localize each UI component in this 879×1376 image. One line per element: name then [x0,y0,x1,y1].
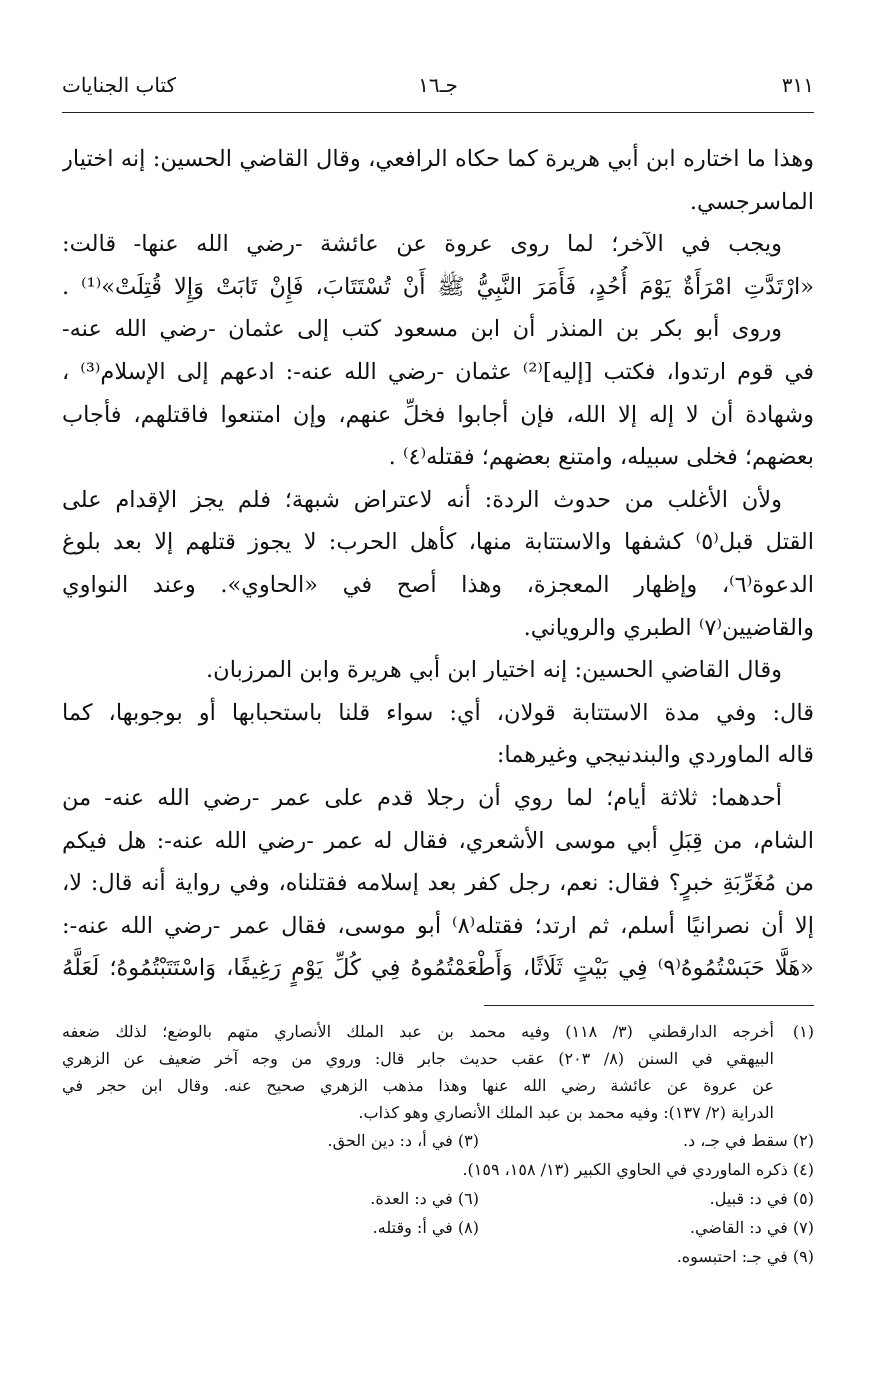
footnote-8: (٨) في أ: وقتله. [372,1218,479,1237]
text-line: بعضهم؛ فخلى سبيله، وامتنع بعضهم؛ فقتله⁽٤⁾ . [388,444,814,471]
text-line: وهذا ما اختاره ابن أبي هريرة كما حكاه الرافعي، وقال القاضي الحسين: إنه اختيار [62,146,814,172]
footnote-line: البيهقي في السنن (٨/ ٢٠٣) عقب حديث جابر قال: وروي من وجه آخر ضعيف عن الزهري [62,1049,774,1068]
footnote-7: (٧) في د: القاضي. [689,1218,814,1237]
footnote-line: أخرجه الدارقطني (٣/ ١١٨) وفيه محمد بن عبد الملك الأنصاري متهم بالوضع؛ لذلك ضعفه [62,1022,774,1041]
text-line: قاله الماوردي والبندنيجي وغيرهما: [496,742,814,769]
main-text [62,138,814,990]
text-line: «ارْتَدَّتِ امْرَأَةٌ يَوْمَ أُحُدٍ، فَأَمَرَ النَّبِيُّ ﷺ أَنْ تُسْتَتَابَ، فَإِنْ تَابَتْ وَإِلا قُتِلَتْ»⁽¹⁾ . [62,273,814,300]
footnote-rule [484,1005,814,1006]
footnote-line: عن عروة عن عائشة رضي الله عنها وهذا مذهب الزهري صحيح عنه. وقال ابن حجر في [62,1076,774,1095]
footnote-row [62,1184,814,1213]
footnote-row [62,1126,814,1155]
text-line: ولأن الأغلب من حدوث الردة: أنه لاعتراض شبهة؛ فلم يجز الإقدام على [62,486,782,513]
text-line: قال: وفي مدة الاستتابة قولان، أي: سواء قلنا باستحبابها أو بوجوبها، كما [62,699,814,726]
text-line: وروى أبو بكر بن المنذر أن ابن مسعود كتب إلى عثمان -رضي الله عنه- [62,316,782,343]
footnote-3: (٣) في أ، د: دين الحق. [327,1131,479,1150]
text-line: «هَلَّا حَبَسْتُمُوهُ⁽٩⁾ فِي بَيْتٍ ثَلَاثًا، وَأَطْعَمْتُمُوهُ فِي كُلِّ يَوْمٍ رَغِيفًا، وَاسْتَتَبْتُمُوهُ؛ لَعَلَّهُ [62,955,814,982]
footnote-number: (١) [792,1022,814,1041]
footnote-5: (٥) في د: قبيل. [709,1189,814,1208]
text-line: إلا أن نصرانيًا أسلم، ثم ارتد؛ فقتله⁽٨⁾ أبو موسى، فقال عمر -رضي الله عنه-: [62,912,814,939]
text-line: القتل قبل⁽٥⁾ كشفها والاستتابة منها، كأهل الحرب: لا يجوز قتلهم إلا بعد بلوغ [62,529,814,556]
text-line: ويجب في الآخر؛ لما روى عروة عن عائشة -رضي الله عنها- قالت: [62,231,782,258]
footnote-2: (٢) سقط في جـ، د. [682,1131,814,1150]
header-rule [62,112,814,113]
text-line: من مُغَرِّبَةِ خبرٍ؟ فقال: نعم، رجل كفر بعد إسلامه فقتلناه، وفي رواية أنه قال: لا، [62,870,814,897]
book-title: كتاب الجنايات [62,73,177,97]
text-line: الماسرجسي. [689,188,814,215]
footnote-1 [62,1018,814,1126]
text-line: أحدهما: ثلاثة أيام؛ لما روي أن رجلا قدم على عمر -رضي الله عنه- من [62,784,782,811]
footnote-9: (٩) في جـ: احتبسوه. [676,1247,814,1266]
footnotes [62,1018,814,1271]
text-line: وقال القاضي الحسين: إنه اختيار ابن أبي هريرة وابن المرزبان. [206,657,782,684]
text-line: في قوم ارتدوا، فكتب [إليه]⁽²⁾ عثمان -رضي الله عنه-: ادعهم إلى الإسلام⁽³⁾ ، [62,358,814,385]
text-line: الشام، من قِبَلِ أبي موسى الأشعري، فقال له عمر -رضي الله عنه-: هل فيكم [62,827,814,854]
text-line: والقاضيين⁽٧⁾ الطبري والروياني. [523,614,814,641]
text-line: وشهادة أن لا إله إلا الله، فإن أجابوا فخلِّ عنهم، وإن امتنعوا فاقتلهم، فأجاب [62,401,814,428]
text-line: الدعوة⁽٦⁾، وإظهار المعجزة، وهذا أصح في «الحاوي». وعند النواوي [62,571,814,598]
footnote-line: الدراية (٢/ ١٣٧): وفيه محمد بن عبد الملك الأنصاري وهو كذاب. [358,1103,774,1122]
page-number: ٣١١ [781,73,814,97]
footnote-6: (٦) في د: العدة. [370,1189,479,1208]
page-header [62,70,814,104]
footnote-4: (٤) ذكره الماوردي في الحاوي الكبير (١٣/ ١٥٨، ١٥٩). [462,1160,814,1179]
volume-label: جـ١٦ [418,73,458,97]
footnote-row [62,1213,814,1242]
